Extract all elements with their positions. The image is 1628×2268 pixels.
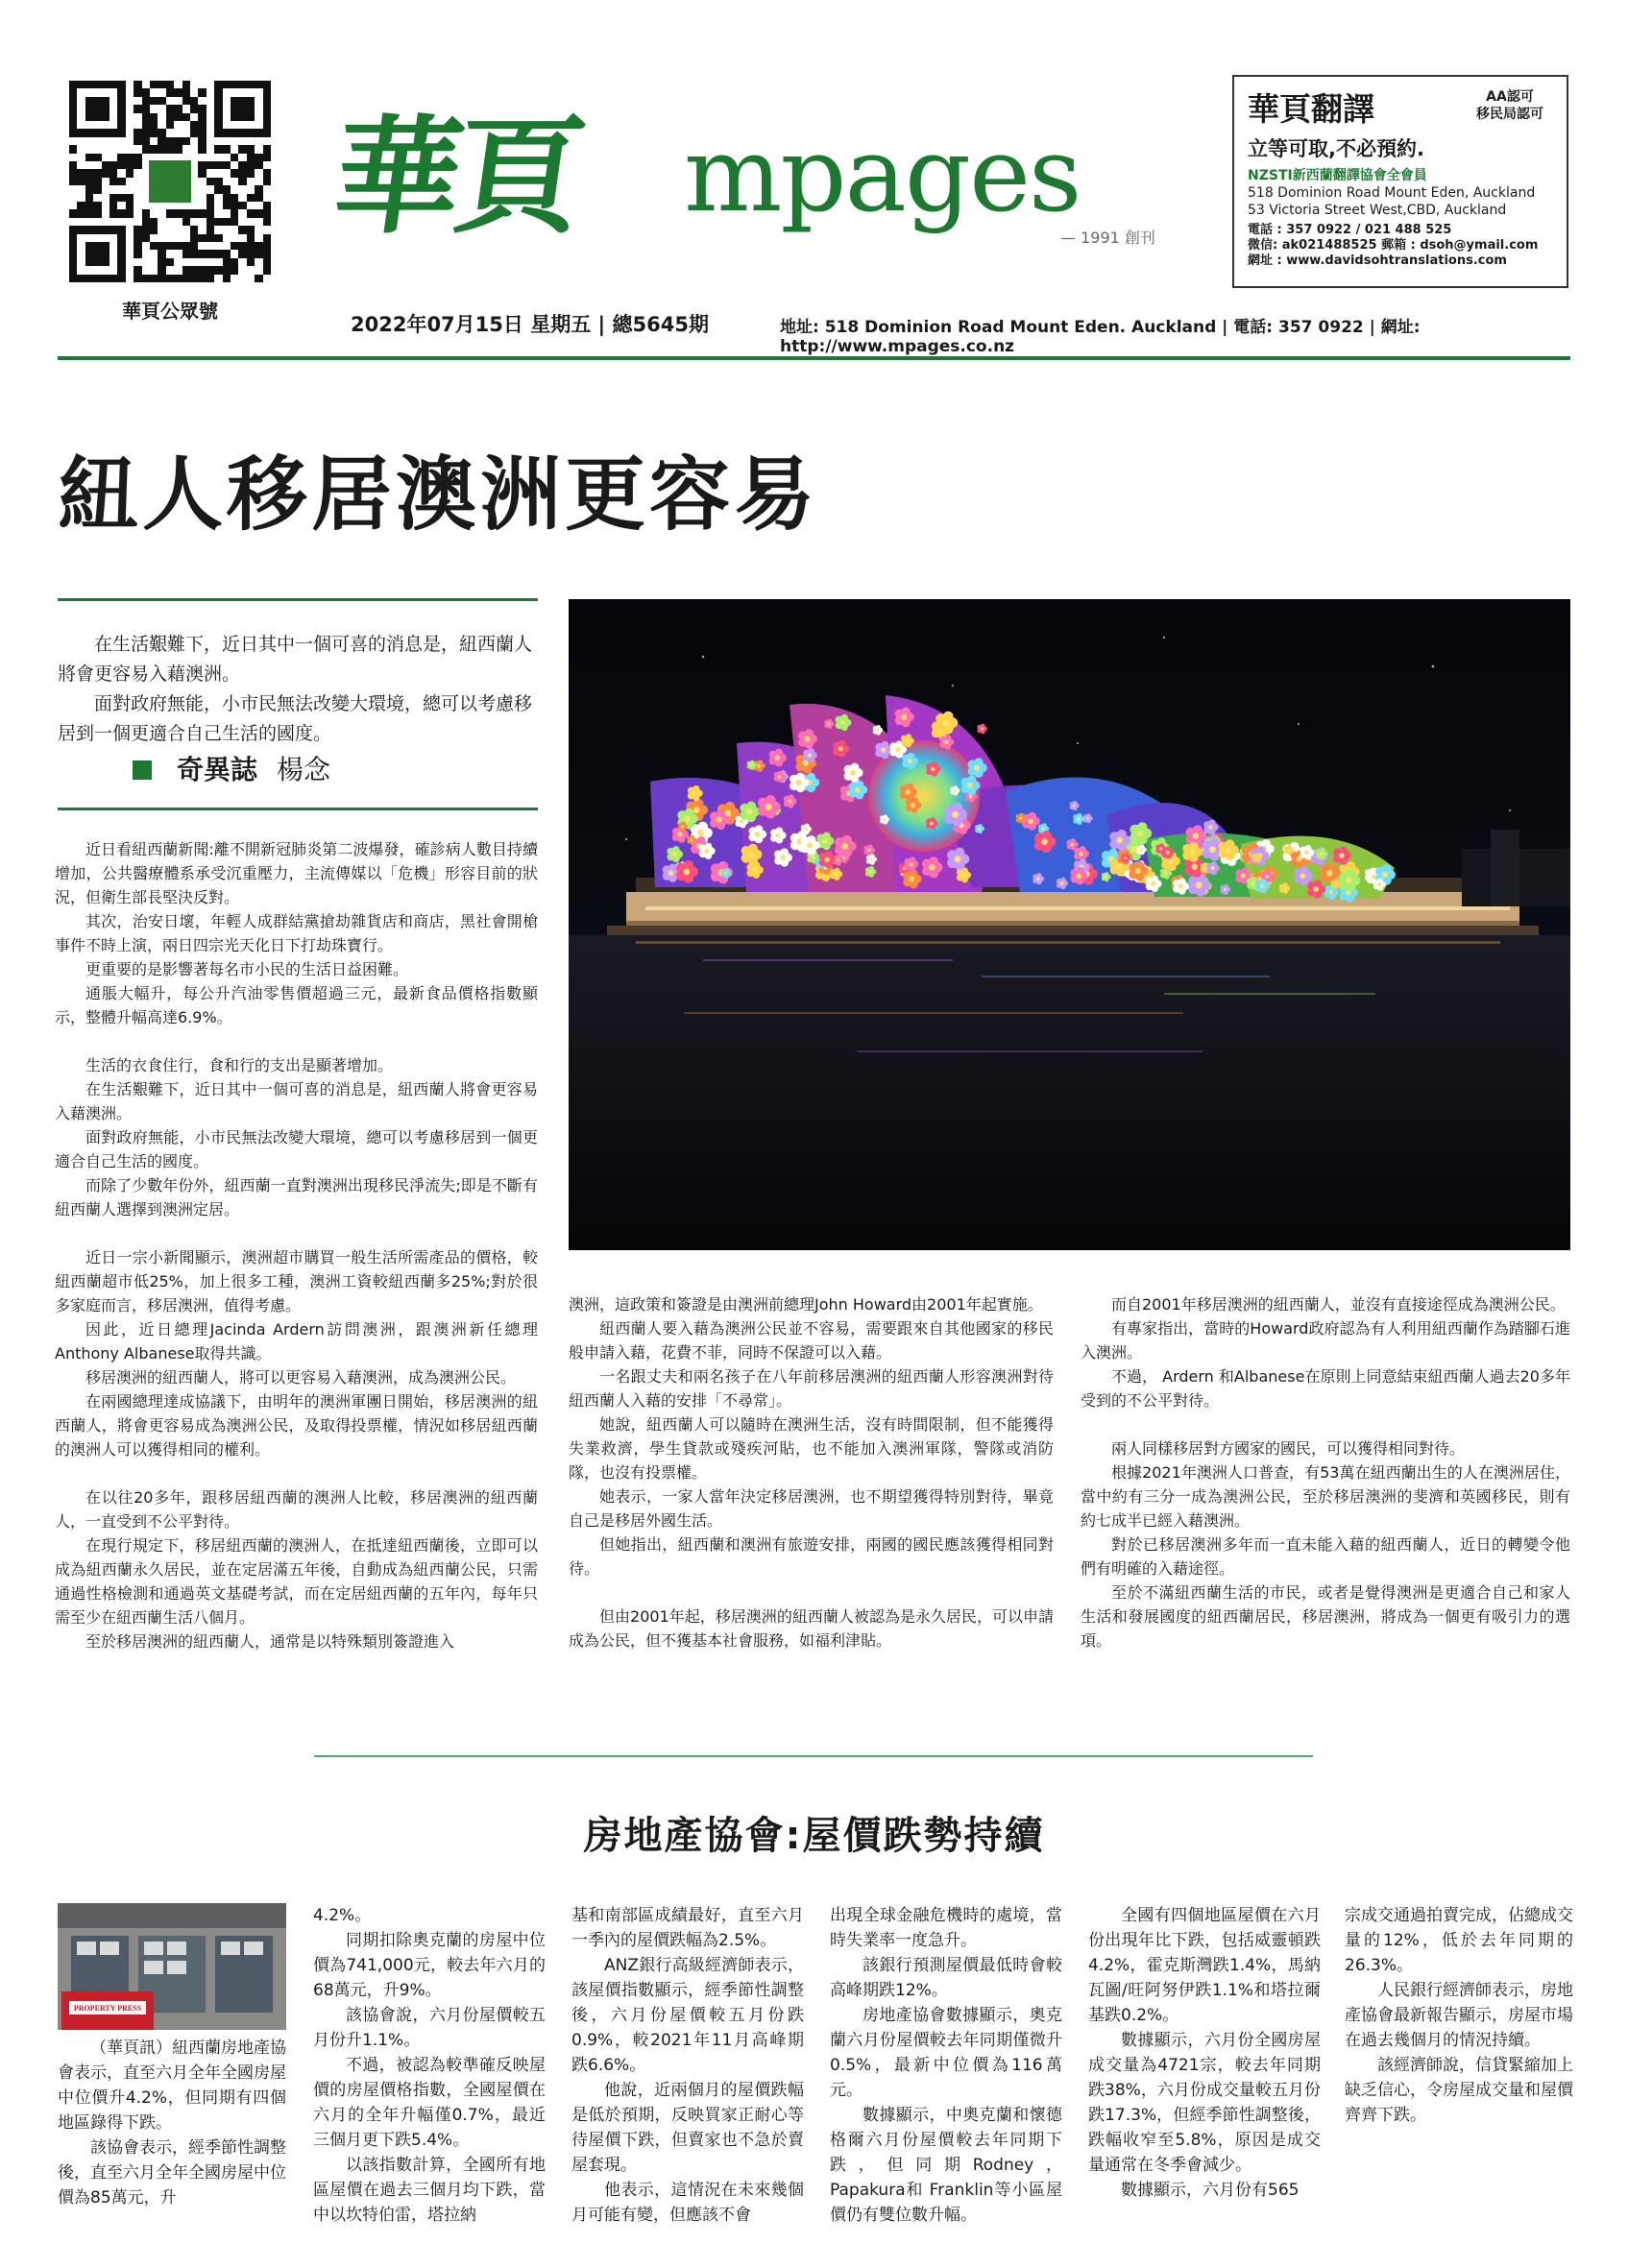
paragraph: 該協會說，六月份屋價較五月份升1.1%。	[313, 2006, 546, 2050]
flower-center	[724, 872, 727, 875]
logo-latin: mpages	[684, 115, 1081, 235]
re-column-3	[571, 1903, 804, 2228]
flower-center	[840, 720, 845, 725]
flower-center	[842, 857, 845, 859]
flower-center	[808, 754, 812, 758]
ad-slogan: 立等可取,不必預約.	[1248, 137, 1424, 160]
flower-center	[746, 808, 752, 814]
flower-center	[1208, 825, 1213, 830]
real-estate-headline: 房地產協會:屋價跌勢持續	[583, 1814, 1045, 1858]
flower-center	[1117, 837, 1124, 844]
property-press-photo	[58, 1903, 286, 2030]
issue-date: 2022年07月15日 星期五 | 總5645期	[351, 313, 709, 336]
flower-center	[906, 738, 910, 742]
flower-center	[1313, 886, 1319, 892]
flower-center	[748, 852, 754, 857]
paragraph: 該銀行預測屋價最低時會較高峰期跌12%。	[830, 1956, 1062, 2000]
flower-center	[1076, 874, 1081, 879]
byline	[133, 749, 330, 787]
flower-center	[1211, 866, 1215, 870]
flower-center	[929, 864, 935, 870]
square-bullet-icon	[133, 760, 152, 780]
paragraph: 4.2%。	[313, 1906, 372, 1925]
flower-center	[1265, 875, 1269, 879]
paragraph: 面對政府無能，小市民無法改變大環境，總可以考慮移居到一個更適合自己生活的國度。	[55, 1128, 538, 1170]
flower-center	[954, 789, 957, 792]
paragraph: 生活的衣食住行，食和行的支出是顯著增加。	[85, 1056, 394, 1074]
ad-address-1: 518 Dominion Road Mount Eden, Auckland	[1248, 185, 1536, 201]
flower-center	[1189, 849, 1195, 855]
flower-center	[1224, 888, 1227, 891]
re-column-1	[58, 2036, 286, 2210]
article-lead	[58, 630, 538, 749]
flower-center	[1320, 852, 1324, 856]
paragraph: 宗成交通過拍賣完成，佔總成交量的12%，低於去年同期的26.3%。	[1345, 1906, 1573, 1975]
flower-center	[1287, 848, 1290, 851]
paragraph: 因此，近日總理Jacinda Ardern訪問澳洲，跟澳洲新任總理Anthony Albanese取得共識。	[55, 1320, 538, 1363]
author-name: 楊念	[277, 754, 331, 785]
article-headline: 紐人移居澳洲更容易	[58, 446, 819, 542]
paragraph: 人民銀行經濟師表示，房地產協會最新報告顯示，房屋市場在過去幾個月的情況持續。	[1345, 1981, 1573, 2050]
flower-center	[693, 791, 697, 796]
flower-center	[1073, 805, 1076, 808]
paragraph: 出現全球金融危機時的處境，當時失業率一度急升。	[830, 1906, 1062, 1950]
paragraph: 紐西蘭人要入藉為澳洲公民並不容易，需要跟來自其他國家的移民般申請入藉，花費不菲，同時不保證可以入藉。	[569, 1319, 1054, 1362]
paragraph: 更重要的是影響著每名市小民的生活日益困難。	[85, 960, 409, 978]
flower-center	[740, 819, 743, 823]
flower-center	[812, 856, 815, 859]
paragraph: 全國有四個地區屋價在六月份出現年比下跌，包括威靈頓跌4.2%，霍克斯灣跌1.4%，馬納瓦圖/旺阿努伊跌1.1%和塔拉爾基跌0.2%。	[1088, 1906, 1321, 2025]
paragraph: 至於不滿紐西蘭生活的市民，或者是覺得澳洲是更適合自己和家人生活和發展國度的紐西蘭居民，移居澳洲，將成為一個更有吸引力的選項。	[1081, 1583, 1570, 1650]
flower-center	[1203, 866, 1206, 869]
re-column-5	[1088, 1903, 1321, 2203]
qr-code	[69, 81, 271, 282]
ad-membership: NZSTI新西蘭翻譯協會全會員	[1248, 168, 1427, 183]
paragraph: 根據2021年澳洲人口普查，有53萬在紐西蘭出生的人在澳洲居住，當中約有三分一成為澳洲公民，至於移居澳洲的斐濟和英國移民，則有約七成半已經入藉澳洲。	[1081, 1463, 1570, 1530]
re-column-6	[1345, 1903, 1573, 2128]
flower-center	[1304, 850, 1308, 854]
flower-center	[704, 849, 709, 854]
flower-center	[870, 857, 873, 860]
flower-center	[824, 857, 829, 862]
flower-center	[967, 783, 973, 788]
flower-center	[1382, 872, 1388, 878]
paragraph: 她表示，一家人當年決定移居澳洲，也不期望獲得特別對待，畢竟自己是移居外國生活。	[569, 1487, 1054, 1530]
flower-center	[952, 811, 959, 818]
flower-center	[1135, 868, 1141, 874]
paragraph: 對於已移居澳洲多年而一直未能入藉的紐西蘭人，近日的轉變令他們有明確的入藉途徑。	[1081, 1535, 1570, 1578]
ad-phone: 電話 : 357 0922 / 021 488 525	[1248, 223, 1452, 237]
article-column-1	[55, 837, 538, 1653]
paragraph: 他表示，這情況在未來幾個月可能有變，但應該不會	[571, 2181, 804, 2225]
flower-center	[841, 843, 848, 850]
paragraph: 在以往20多年，跟移居紐西蘭的澳洲人比較，移居澳洲的紐西蘭人，一直受到不公平對待。	[55, 1488, 538, 1531]
flower-center	[668, 870, 674, 876]
flower-center	[1164, 872, 1168, 876]
paragraph: 但由2001年起，移居澳洲的紐西蘭人被認為是永久居民，可以申請成為公民，但不獲基本社會服務，如福利津貼。	[569, 1607, 1054, 1650]
ad-address-2: 53 Victoria Street West,CBD, Auckland	[1248, 203, 1507, 218]
flower-center	[974, 765, 980, 771]
paragraph: 基和南部區成績最好，直至六月一季內的屋價跌幅為2.5%。	[571, 1906, 804, 1950]
paragraph: 有專家指出，當時的Howard政府認為有人利用紐西蘭作為踏腳石進入澳洲。	[1081, 1319, 1570, 1362]
flower-center	[775, 833, 780, 838]
flower-center	[755, 832, 760, 836]
flower-center	[1036, 877, 1040, 881]
flower-center	[1060, 881, 1064, 885]
opera-house-photo	[569, 599, 1570, 1250]
flower-center	[778, 775, 782, 779]
flower-center	[1283, 886, 1286, 889]
flower-center	[683, 868, 690, 875]
flower-center	[807, 842, 813, 848]
flower-center	[750, 763, 753, 766]
paragraph: 他說，近兩個月的屋價跌幅是低於預期，反映買家正耐心等待屋價下跌，但賣家也不急於賣屋套現。	[571, 2081, 804, 2175]
ad-certification	[1476, 88, 1543, 123]
flower-center	[1137, 831, 1144, 837]
qr-caption: 華頁公眾號	[122, 300, 218, 323]
paragraph: 兩人同樣移居對方國家的國民，可以獲得相同對待。	[1111, 1439, 1466, 1458]
flower-center	[1193, 832, 1199, 838]
flower-center	[1042, 827, 1045, 830]
flower-center	[909, 862, 912, 866]
flower-center	[1079, 852, 1083, 857]
flower-center	[1377, 882, 1381, 886]
flower-center	[906, 789, 911, 794]
flower-center	[909, 877, 914, 882]
flower-center	[1326, 870, 1332, 876]
flower-center	[834, 872, 838, 876]
flower-center	[969, 795, 973, 799]
flower-center	[944, 740, 948, 744]
flower-center	[1251, 881, 1254, 885]
flower-center	[775, 755, 780, 760]
re-column-2	[313, 1903, 546, 2228]
paragraph: （華頁訊）紐西蘭房地產協會表示，直至六月全年全國房屋中位價升4.2%，但同期有四個地區錄得下跌。	[58, 2039, 286, 2133]
article-column-3	[1081, 1292, 1570, 1653]
flower-center	[1159, 847, 1162, 850]
paragraph: 在現行規定下，移居紐西蘭的澳洲人，在抵達紐西蘭後，立即可以成為紐西蘭永久居民，並在定居滿五年後，自動成為紐西蘭公民，只需通過性格檢測和通過英文基礎考試，而在定居紐西蘭的五年內，每年只需至少在紐西蘭生活八個月。	[55, 1536, 538, 1627]
flower-center	[693, 807, 700, 813]
ad-website: 網址 : www.davidsohtranslations.com	[1248, 253, 1507, 268]
flower-center	[881, 748, 886, 753]
logo-chinese: 華頁	[324, 103, 588, 252]
paragraph: 一名跟丈夫和兩名孩子在八年前移居澳洲的紐西蘭人形容澳洲對待紐西蘭人入藉的安排「不尋常」。	[569, 1367, 1054, 1410]
paragraph: 不過， Ardern 和Albanese在原則上同意結束紐西蘭人過去20多年受到的不公平對待。	[1081, 1367, 1570, 1410]
flower-center	[677, 832, 682, 836]
flower-center	[883, 818, 886, 821]
ad-cert-aa: AA認可	[1486, 89, 1534, 105]
paragraph: 該協會表示，經季節性調整後，直至六月全年全國房屋中位價為85萬元，升	[58, 2138, 286, 2208]
flower-center	[1346, 877, 1352, 883]
paragraph: 澳洲，這政策和簽證是由澳洲前總理John Howard由2001年起實施。	[569, 1295, 1043, 1314]
flower-center	[1255, 857, 1258, 859]
flower-center	[788, 799, 791, 803]
flower-center	[1116, 864, 1122, 870]
paragraph: 在生活艱難下，近日其中一個可喜的消息是，紐西蘭人將會更容易入藉澳洲。	[55, 1080, 538, 1122]
flower-center	[981, 727, 984, 730]
flower-center	[1191, 864, 1197, 870]
ad-title: 華頁翻譯	[1248, 90, 1374, 128]
flower-center	[757, 764, 761, 768]
paragraph: 她說，紐西蘭人可以隨時在澳洲生活，沒有時間限制，但不能獲得失業救濟，學生貸款或殘疾河貼，也不能加入澳洲軍隊，警隊或消防隊，也沒有投票權。	[569, 1415, 1054, 1482]
paragraph: 而自2001年移居澳洲的紐西蘭人，並沒有直接途徑成為澳洲公民。	[1111, 1295, 1566, 1314]
photo-sign-text: PROPERTY PRESS	[73, 2004, 142, 2013]
flower-center	[1339, 853, 1345, 858]
flower-center	[1077, 817, 1080, 820]
lead-rule-top	[58, 598, 538, 601]
flower-center	[796, 780, 802, 785]
flower-center	[1166, 851, 1170, 855]
flower-center	[978, 828, 981, 831]
paragraph: 近日看紐西蘭新聞:離不開新冠肺炎第二波爆發，確診病人數目持續增加，公共醫療體系承受沉重壓力，主流傳媒以「危機」形容目前的狀況，但衛生部長堅決反對。	[55, 840, 538, 906]
flower-center	[690, 838, 693, 841]
lead-rule-bottom	[58, 808, 538, 810]
flower-center	[836, 858, 838, 861]
flower-center	[1019, 817, 1022, 820]
flower-center	[802, 760, 808, 766]
paragraph: 近日一宗小新聞顯示，澳洲超市購買一般生活所需產品的價格，較紐西蘭超市低25%，加上很多工種，澳洲工資較紐西蘭多25%;對於很多家庭而言，移居澳洲，值得考慮。	[55, 1248, 538, 1315]
flower-center	[752, 867, 757, 872]
re-column-4	[830, 1903, 1062, 2228]
flower-center	[931, 767, 935, 771]
flower-center	[765, 804, 772, 810]
paragraph: 而除了少數年份外，紐西蘭一直對澳洲出現移民淨流失;即是不斷有紐西蘭人選擇到澳洲定居。	[55, 1176, 538, 1218]
flower-center	[1028, 819, 1033, 824]
flower-center	[838, 746, 843, 751]
flower-center	[961, 873, 965, 877]
flower-center	[869, 870, 872, 873]
paragraph: 數據顯示，六月份全國房屋成交量為4721宗，較去年同期跌38%，六月份成交量較五月份跌17.3%，但經季節性調整後，跌幅收窄至5.8%，原因是成交量通常在冬季會減少。	[1088, 2031, 1321, 2175]
flower-center	[1140, 848, 1143, 851]
article-column-2	[569, 1292, 1054, 1653]
paragraph: 房地產協會數據顯示，奧克蘭六月份屋價較去年同期僅微升0.5%，最新中位價為116萬元。	[830, 2006, 1062, 2100]
paragraph: 至於移居澳洲的紐西蘭人，通常是以特殊類別簽證進入	[85, 1632, 455, 1651]
founded-note: — 1991 創刊	[1060, 229, 1155, 247]
flower-center	[717, 817, 722, 823]
flower-center	[901, 714, 907, 720]
masthead-address: 地址: 518 Dominion Road Mount Eden. Auckland | 電話: 357 0922 | 網址: http://www.mpages.co.nz	[780, 318, 1421, 356]
ad-cert-immigration: 移民局認可	[1476, 107, 1543, 122]
paragraph: 其次，治安日壞，年輕人成群結黨搶劫雜貨店和商店，黑社會開槍事件不時上演，兩日四宗光天化日下打劫珠寶行。	[55, 912, 538, 954]
paragraph: 同期扣除奧克蘭的房屋中位價為741,000元，較去年六月的68萬元，升9%。	[313, 1931, 546, 2000]
flower-center	[1300, 873, 1306, 879]
paragraph: 通脹大幅升，每公升汽油零售價超過三元，最新食品價格指數顯示，整體升幅高達6.9%。	[55, 984, 538, 1026]
paragraph: 該經濟師說，信貸緊縮加上缺乏信心，令房屋成交量和屋價齊齊下跌。	[1345, 2056, 1573, 2125]
flower-center	[1168, 858, 1174, 864]
flower-center	[1124, 857, 1127, 859]
lead-paragraph: 在生活艱難下，近日其中一個可喜的消息是，紐西蘭人將會更容易入藉澳洲。	[58, 634, 533, 685]
flower-center	[911, 803, 915, 808]
flower-center	[850, 770, 856, 776]
paragraph: 移居澳洲的紐西蘭人，將可以更容易入藉澳洲，成為澳洲公民。	[85, 1368, 517, 1387]
flower-center	[1196, 881, 1203, 888]
paragraph: 不過，被認為較準確反映屋價的房屋價格指數，全國屋價在六月的全年升幅僅0.7%，最近三個月更下跌5.4%。	[313, 2056, 546, 2150]
flower-center	[1105, 876, 1107, 879]
flower-center	[681, 825, 684, 828]
flower-center	[1209, 846, 1216, 853]
flower-center	[876, 729, 879, 732]
flower-center	[930, 822, 934, 826]
flower-center	[1225, 847, 1230, 853]
paragraph: 以該指數計算，全國所有地區屋價在過去三個月均下跌，當中以坎特伯雷，塔拉納	[313, 2156, 546, 2225]
flower-center	[1041, 838, 1048, 845]
flower-center	[895, 747, 900, 752]
paragraph: 數據顯示，中奧克蘭和懷德格爾六月份屋價較去年同期下跌，但同期Rodney，Papakura和 Franklin等小區屋價仍有雙位數升幅。	[830, 2106, 1062, 2225]
flower-center	[780, 855, 786, 860]
lead-paragraph: 面對政府無能，小市民無法改變大環境，總可以考慮移居到一個更適合自己生活的國度。	[58, 693, 533, 744]
flower-center	[855, 787, 861, 793]
flower-center	[1260, 884, 1264, 888]
flower-center	[822, 838, 827, 843]
flower-center	[867, 849, 870, 852]
section-divider	[314, 1755, 1313, 1757]
column-name: 奇異誌	[177, 754, 258, 785]
flower-center	[955, 856, 961, 862]
flower-center	[697, 830, 704, 836]
flower-center	[1334, 882, 1337, 885]
flower-center	[805, 736, 811, 742]
flower-center	[1086, 817, 1089, 820]
flower-center	[1329, 890, 1334, 895]
translation-ad	[1232, 75, 1568, 288]
flower-center	[1070, 843, 1074, 847]
flower-center	[1151, 881, 1155, 886]
flower-center	[1241, 874, 1246, 879]
flower-center	[684, 816, 690, 822]
flower-center	[943, 719, 950, 726]
flower-center	[828, 722, 831, 725]
flower-center	[804, 828, 807, 831]
flower-center	[672, 852, 677, 857]
paragraph: 在兩國總理達成協議下，由明年的澳洲軍團日開始，移居澳洲的紐西蘭人，將會更容易成為澳洲公民，及取得投票權，情況如移居紐西蘭的澳洲人可以獲得相同的權利。	[55, 1392, 538, 1459]
masthead-rule	[58, 356, 1570, 360]
paragraph: ANZ銀行高級經濟師表示，該屋價指數顯示，經季節性調整後，六月份屋價較五月份跌0.9%，較2021年11月高峰期跌6.6%。	[571, 1956, 804, 2075]
flower-center	[1178, 883, 1183, 888]
flower-center	[1130, 846, 1137, 853]
flower-center	[908, 759, 912, 763]
qr-logo-icon	[146, 157, 194, 205]
paragraph: 數據顯示，六月份有565	[1121, 2181, 1300, 2200]
paragraph: 但她指出，紐西蘭和澳洲有旅遊安排，兩國的國民應該獲得相同對待。	[569, 1535, 1054, 1578]
ad-wechat-email: 微信: ak021488525 郵箱 : dsoh@ymail.com	[1248, 238, 1539, 253]
